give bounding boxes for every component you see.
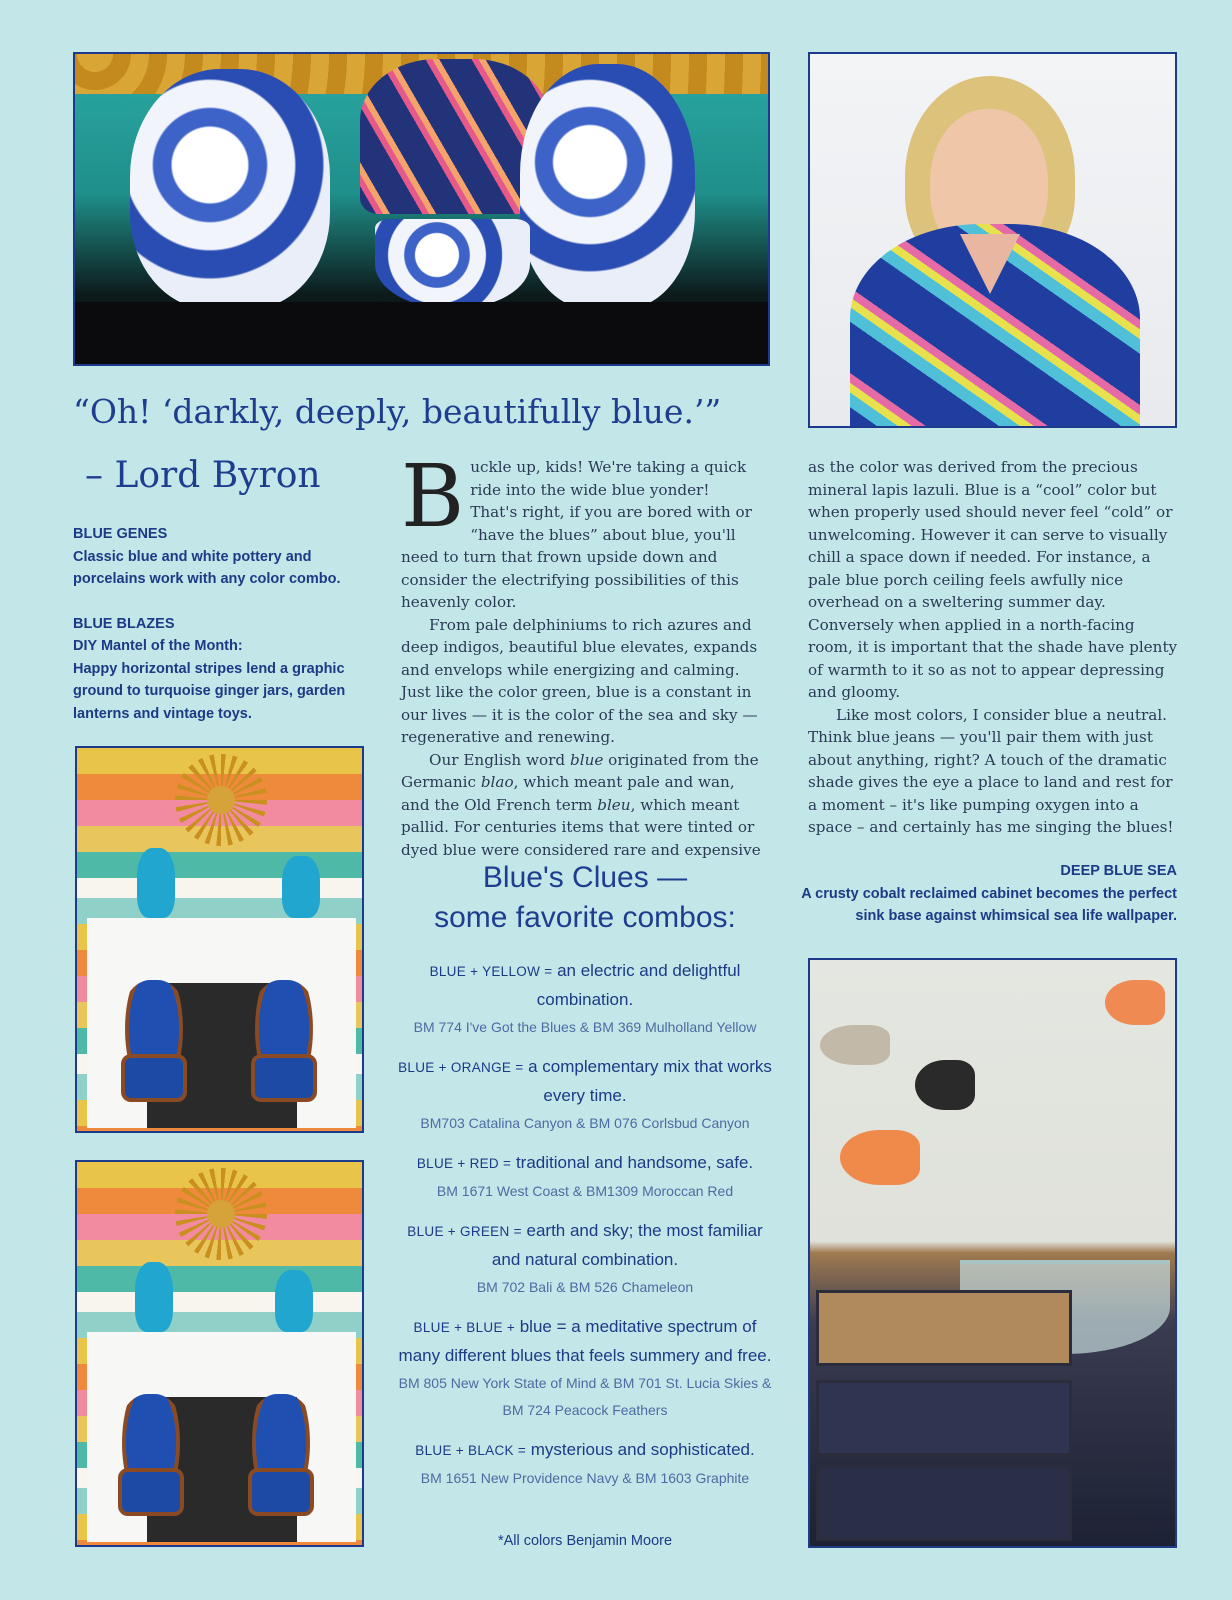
article-paragraph: Like most colors, I consider blue a neutral. Think blue jeans — you'll pair them with just about anything, right? A touch of the dramatic shade gives the eye a place to land and rest for a moment – it's like pumping oxygen into a space – and certainly has me singing the blues! xyxy=(808,705,1174,836)
footnote: *All colors Benjamin Moore xyxy=(497,1533,673,1549)
sunburst-mirror xyxy=(175,754,267,846)
caption-text: Classic blue and white pottery and porcelains work with any color combo. xyxy=(73,548,341,587)
ginger-jar-right xyxy=(520,64,695,309)
cabinet-drawer xyxy=(816,1465,1072,1541)
caption-title: BLUE BLAZES xyxy=(73,615,175,632)
caption-text: A crusty cobalt reclaimed cabinet becomes the perfect sink base against whimsical sea life wallpaper. xyxy=(801,885,1177,924)
article-paragraph: uckle up, kids! We're taking a quick ride into the wide blue yonder! That's right, if you are bored with or “have the blues” about blue, you'll need to turn that frown upside down and consider the electrifying possibilities of this heavenly color. xyxy=(401,458,752,611)
caption-subtitle: DIY Mantel of the Month: xyxy=(73,638,243,654)
caption-title: BLUE GENES xyxy=(73,526,168,542)
blue-chair xyxy=(242,1394,320,1534)
black-shelf xyxy=(75,302,768,364)
blue-chair xyxy=(115,980,193,1120)
combo-item: BLUE + YELLOW = an electric and delightful combination. BM 774 I've Got the Blues & BM 369 Mulholland Yellow xyxy=(395,957,775,1041)
fish-wallpaper-motif xyxy=(840,1130,920,1185)
paint-colors: BM 1671 West Coast & BM1309 Moroccan Red xyxy=(436,1183,734,1199)
fish-wallpaper-motif xyxy=(915,1060,975,1110)
article-paragraph: as the color was derived from the precious mineral lapis lazuli. Blue is a “cool” color but when properly used should never feel “cold” or unwelcoming. However it can serve to visually chill a space down if needed. For instance, a pale blue porch ceiling feels awfully nice overhead on a sweltering summer day. Conversely when applied in a north-facing room, it is important that the shade have plenty of warmth to it so as not to appear depressing and gloomy. xyxy=(808,458,1178,701)
article-paragraph: Our English word blue originated from the Germanic blao, which meant pale and wan, and the Old French term bleu, which meant pallid. For centuries items that were tinted or dyed blue were considered rare and expensive xyxy=(401,750,761,859)
combo-item: BLUE + RED = traditional and handsome, safe. BM 1671 West Coast & BM1309 Moroccan Red xyxy=(395,1149,775,1205)
paint-colors: BM 702 Bali & BM 526 Chameleon xyxy=(476,1279,694,1295)
article-column-right xyxy=(808,456,1180,839)
paint-colors: BM 805 New York State of Mind & BM 701 St. Lucia Skies & BM 724 Peacock Feathers xyxy=(398,1375,772,1418)
combo-list xyxy=(395,957,775,1504)
photo-striped-mantel-1 xyxy=(75,746,364,1133)
blue-chair xyxy=(245,980,323,1120)
turquoise-ginger-jar xyxy=(282,856,320,918)
paint-colors: BM 774 I've Got the Blues & BM 369 Mulholland Yellow xyxy=(413,1019,757,1035)
photo-cobalt-sink-cabinet xyxy=(808,958,1177,1548)
article-paragraph: From pale delphiniums to rich azures and deep indigos, beautiful blue elevates, expands and envelops while energizing and calming. Just like the color green, blue is a constant in our lives — it is the color of the sea and sky — regenerative and renewing. xyxy=(401,615,758,746)
combo-item: BLUE + BLUE + blue = a meditative spectrum of many different blues that feels summery and free. BM 805 New York State of Mind & BM 701 St. Lucia Skies & BM 724 Peacock Feathers xyxy=(395,1313,775,1424)
paint-colors: BM703 Catalina Canyon & BM 076 Corlsbud Canyon xyxy=(420,1115,750,1131)
blue-chair xyxy=(112,1394,190,1534)
fish-wallpaper-motif xyxy=(1105,980,1165,1025)
caption-left xyxy=(73,523,373,725)
fish-wallpaper-motif xyxy=(820,1025,890,1065)
photo-blue-white-vases xyxy=(73,52,770,366)
turquoise-ginger-jar xyxy=(135,1262,173,1332)
clues-heading: Blue's Clues — some favorite combos: xyxy=(434,861,736,934)
caption-text: Happy horizontal stripes lend a graphic ground to turquoise ginger jars, garden lanterns and vintage toys. xyxy=(73,660,346,722)
sunburst-mirror xyxy=(175,1168,267,1260)
photo-author-portrait xyxy=(808,52,1177,428)
combo-item: BLUE + BLACK = mysterious and sophisticated. BM 1651 New Providence Navy & BM 1603 Graphite xyxy=(395,1436,775,1492)
quote-author: – Lord Byron xyxy=(85,455,321,496)
blue-white-bowl xyxy=(375,219,530,309)
paint-colors: BM 1651 New Providence Navy & BM 1603 Graphite xyxy=(420,1470,750,1486)
photo-striped-mantel-2 xyxy=(75,1160,364,1547)
article-column-middle xyxy=(401,447,761,861)
drop-cap: B xyxy=(401,447,465,547)
combo-item: BLUE + ORANGE = a complementary mix that works every time. BM703 Catalina Canyon & BM 076 Corlsbud Canyon xyxy=(395,1053,775,1137)
caption-title: DEEP BLUE SEA xyxy=(1060,863,1177,879)
ginger-jar-left xyxy=(130,69,330,309)
turquoise-ginger-jar xyxy=(275,1270,313,1332)
cabinet-drawer xyxy=(816,1290,1072,1366)
turquoise-ginger-jar xyxy=(137,848,175,918)
caption-right xyxy=(800,860,1177,928)
pull-quote: “Oh! ‘darkly, deeply, beautifully blue.’” xyxy=(73,392,722,431)
cabinet-drawer xyxy=(816,1380,1072,1456)
combo-item: BLUE + GREEN = earth and sky; the most familiar and natural combination. BM 702 Bali & BM 526 Chameleon xyxy=(395,1217,775,1301)
